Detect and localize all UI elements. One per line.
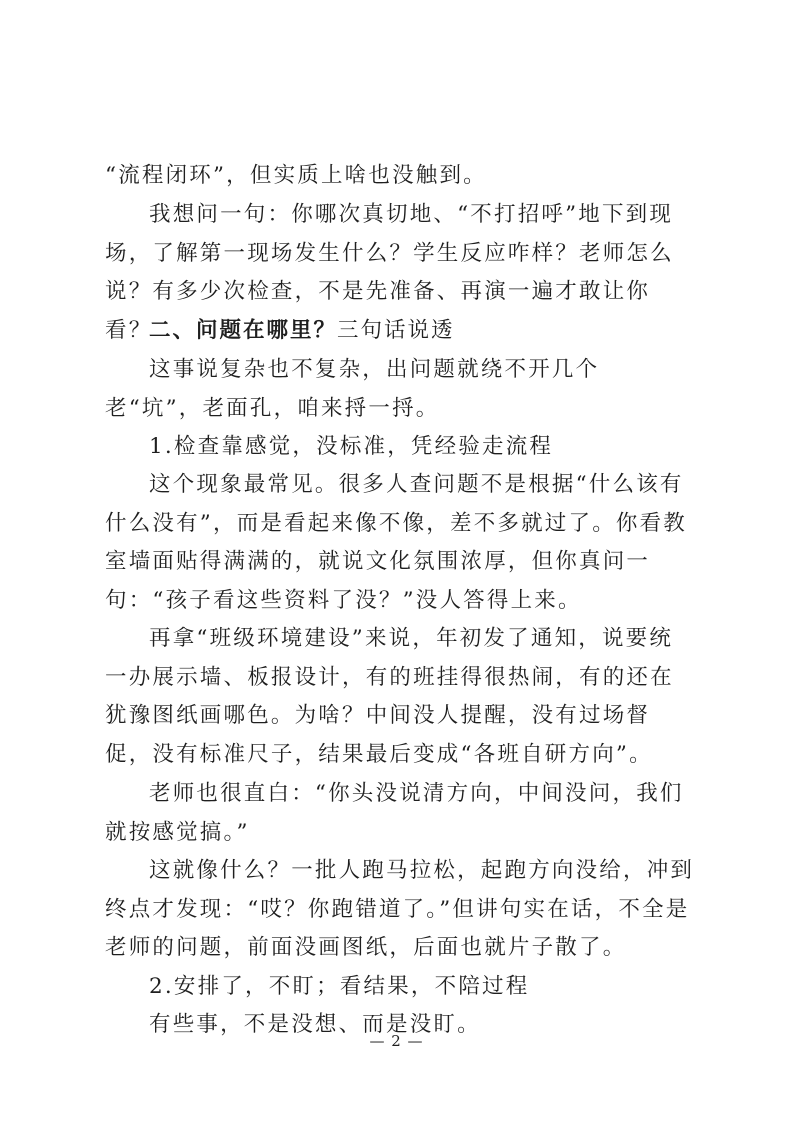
- paragraph-question: 我想问一句：你哪次真切地、“不打招呼”地下到现场，了解第一现场发生什么？学生反应咋样？老师怎么说？有多少次检查，不是先准备、再演一遍才敢让你看？: [105, 202, 674, 343]
- paragraph-closing: 有些事，不是没想、而是没盯。: [149, 1012, 481, 1037]
- paragraph-phenomenon: 这个现象最常见。很多人查问题不是根据“什么该有什么没有”，而是看起来像不像，差不多就过了。你看教室墙面贴得满满的，就说文化氛围浓厚，但你真问一句：“孩子看这些资料了没？”没人答得上来。: [105, 472, 687, 613]
- section-heading-2-rest: 三句话说透: [337, 318, 455, 343]
- paragraph-continuation: “流程闭环”，但实质上啥也没触到。: [105, 163, 487, 188]
- section-heading-2-bold: 二、问题在哪里？: [149, 318, 338, 343]
- paragraph-class-environment: 再拿“班级环境建设”来说，年初发了通知，说要统一办展示墙、板报设计，有的班挂得很热闹，有的还在犹豫图纸画哪色。为啥？中间没人提醒，没有过场督促，没有标准尺子，结果最后变成“各班自研方向”。: [105, 626, 674, 767]
- page-number: — 2 —: [369, 1032, 424, 1050]
- section-heading-2: [105, 312, 695, 351]
- paragraph-intro: 这事说复杂也不复杂，出问题就绕不开几个老“坑”，老面孔，咱来捋一捋。: [105, 357, 600, 421]
- paragraph-teacher-quote: 老师也很直白：“你头没说清方向，中间没问，我们就按感觉搞。”: [105, 781, 684, 845]
- subheading-1: 1.检查靠感觉，没标准，凭经验走流程: [149, 434, 554, 459]
- subheading-2: 2.安排了，不盯；看结果，不陪过程: [149, 974, 530, 999]
- paragraph-marathon: 这就像什么？一批人跑马拉松，起跑方向没给，冲到终点才发现：“哎？你跑错道了。”但讲句实在话，不全是老师的问题，前面没画图纸，后面也就片子散了。: [105, 858, 695, 961]
